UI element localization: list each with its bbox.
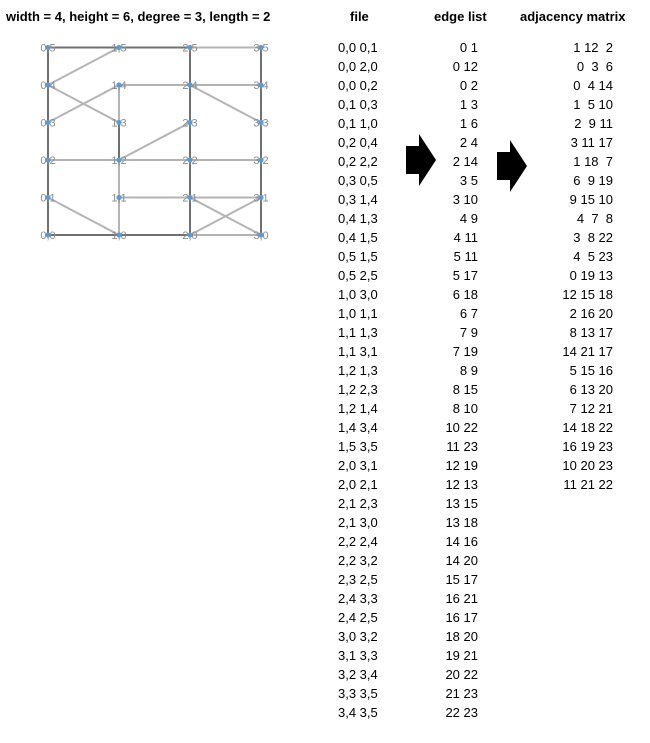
- edge-list-item: 2 4: [459, 135, 478, 150]
- adjacency-row: 3 11 17: [570, 135, 613, 150]
- edge-list-item: 0 1: [459, 40, 478, 55]
- adjacency-row: 6 9 19: [573, 173, 613, 188]
- file-line: 2,1 2,3: [338, 496, 378, 511]
- edge-list-item: 8 9: [459, 363, 478, 378]
- adjacency-row: 11 21 22: [563, 477, 613, 492]
- edge-list-item: 20 22: [445, 667, 478, 682]
- graph-node-label: 0,5: [40, 42, 56, 55]
- grid-graph-diagram: [0, 0, 330, 270]
- file-line: 2,1 3,0: [338, 515, 378, 530]
- graph-node-label: 1,4: [111, 80, 127, 92]
- graph-node-label: 2,1: [182, 192, 198, 205]
- edge-list-item: 13 18: [445, 515, 478, 530]
- graph-node-label: 1,5: [111, 42, 127, 55]
- graph-node-label: 0,3: [40, 117, 56, 130]
- edge-list-item: 10 22: [445, 420, 478, 435]
- graph-edge: [48, 198, 119, 236]
- edge-list-item: 12 19: [445, 458, 478, 473]
- file-line: 1,4 3,4: [338, 420, 378, 435]
- adjacency-matrix-column: [540, 38, 613, 494]
- file-line: 0,2 2,2: [338, 154, 378, 169]
- file-line: 3,1 3,3: [338, 648, 378, 663]
- adjacency-row: 5 15 16: [569, 363, 613, 378]
- file-line: 2,0 3,1: [338, 458, 378, 473]
- file-header: file: [350, 9, 369, 24]
- graph-node-label: 0,4: [40, 80, 56, 92]
- file-line: 1,2 2,3: [338, 382, 378, 397]
- edge-list-item: 16 21: [445, 591, 478, 606]
- adjacency-row: 14 18 22: [562, 420, 613, 435]
- edge-list-item: 1 3: [459, 97, 478, 112]
- adjacency-row: 0 4 14: [573, 78, 613, 93]
- file-line: 3,4 3,5: [338, 705, 378, 720]
- edge-list-item: 0 2: [459, 78, 478, 93]
- adjacency-row: 4 7 8: [576, 211, 613, 226]
- adjacency-row: 8 13 17: [569, 325, 613, 340]
- adjacency-row: 0 3 6: [576, 59, 613, 74]
- graph-node-label: 2,5: [182, 42, 198, 55]
- edge-list-item: 1 6: [459, 116, 478, 131]
- file-line: 1,1 1,3: [338, 325, 378, 340]
- file-line: 2,4 3,3: [338, 591, 378, 606]
- edge-list-item: 5 11: [453, 249, 478, 264]
- file-line: 1,1 3,1: [338, 344, 378, 359]
- file-line: 2,4 2,5: [338, 610, 378, 625]
- graph-node-label: 2,2: [182, 155, 198, 167]
- file-line: 0,0 0,1: [338, 40, 378, 55]
- edge-list-item: 7 19: [452, 344, 478, 359]
- edge-list-item: 19 21: [445, 648, 478, 663]
- graph-node-label: 1,1: [111, 192, 127, 205]
- graph-node-label: 2,3: [182, 117, 198, 130]
- graph-node-label: 1,3: [111, 117, 127, 130]
- graph-node-label: 2,4: [182, 80, 198, 92]
- file-line: 3,0 3,2: [338, 629, 378, 644]
- file-line: 0,0 2,0: [338, 59, 378, 74]
- file-line: 1,2 1,4: [338, 401, 378, 416]
- graph-edge: [119, 123, 190, 161]
- graph-node-label: 0,1: [40, 192, 56, 205]
- graph-node-label: 1,0: [111, 230, 127, 242]
- file-line: 0,2 0,4: [338, 135, 378, 150]
- graph-node-label: 3,5: [253, 42, 269, 55]
- edge-list-item: 14 20: [445, 553, 478, 568]
- file-line: 2,0 2,1: [338, 477, 378, 492]
- edge-list-item: 4 11: [453, 230, 478, 245]
- graph-edge: [190, 85, 261, 123]
- file-line: 0,1 1,0: [338, 116, 378, 131]
- edge-list-item: 3 5: [459, 173, 478, 188]
- adjacency-row: 1 18 7: [573, 154, 613, 169]
- edge-list-item: 6 7: [459, 306, 478, 321]
- adjacency-row: 12 15 18: [562, 287, 613, 302]
- edge-list-item: 18 20: [445, 629, 478, 644]
- edge-list-item: 3 10: [452, 192, 478, 207]
- adjacency-row: 2 9 11: [574, 116, 613, 131]
- file-line: 0,4 1,5: [338, 230, 378, 245]
- adjacency-row: 6 13 20: [569, 382, 613, 397]
- graph-node-label: 2,0: [182, 230, 198, 242]
- graph-node-label: 1,2: [111, 155, 127, 167]
- edge-list-item: 8 15: [452, 382, 478, 397]
- edge-list-item: 4 9: [459, 211, 478, 226]
- edge-list-item: 12 13: [445, 477, 478, 492]
- adjacency-row: 10 20 23: [562, 458, 613, 473]
- edge-list-item: 8 10: [452, 401, 478, 416]
- adjacency-row: 2 16 20: [569, 306, 613, 321]
- arrow-right-icon: [495, 138, 529, 194]
- file-line: 0,3 0,5: [338, 173, 378, 188]
- edge-list-item: 11 23: [446, 439, 478, 454]
- file-line: 2,2 3,2: [338, 553, 378, 568]
- adjacency-row: 1 5 10: [573, 97, 613, 112]
- graph-node-label: 3,2: [253, 155, 269, 167]
- graph-edge: [48, 48, 119, 86]
- adjacency-row: 1 12 2: [573, 40, 613, 55]
- file-line: 0,3 1,4: [338, 192, 378, 207]
- adjacency-row: 14 21 17: [562, 344, 613, 359]
- edges-layer: [48, 48, 261, 236]
- graph-node-label: 0,0: [40, 230, 56, 242]
- edge-list-header: edge list: [434, 9, 487, 24]
- edge-list-item: 16 17: [445, 610, 478, 625]
- file-line: 1,0 1,1: [338, 306, 378, 321]
- edge-list-item: 21 23: [445, 686, 478, 701]
- adjacency-row: 9 15 10: [569, 192, 613, 207]
- edge-list-item: 7 9: [459, 325, 478, 340]
- graph-node-label: 3,3: [253, 117, 269, 130]
- graph-node-label: 3,4: [253, 80, 269, 92]
- file-line: 0,5 1,5: [338, 249, 378, 264]
- file-line: 0,1 0,3: [338, 97, 378, 112]
- edge-list-item: 14 16: [445, 534, 478, 549]
- graph-node-label: 3,0: [253, 230, 269, 242]
- edge-list-item: 13 15: [445, 496, 478, 511]
- file-line: 1,0 3,0: [338, 287, 378, 302]
- file-line: 0,4 1,3: [338, 211, 378, 226]
- edge-list-item: 5 17: [452, 268, 478, 283]
- parameters-title: width = 4, height = 6, degree = 3, length = 2: [6, 9, 271, 24]
- file-line: 1,5 3,5: [338, 439, 378, 454]
- file-line: 3,2 3,4: [338, 667, 378, 682]
- file-line: 0,0 0,2: [338, 78, 378, 93]
- file-line: 3,3 3,5: [338, 686, 378, 701]
- graph-node-label: 0,2: [40, 155, 56, 167]
- file-line: 2,2 2,4: [338, 534, 378, 549]
- adjacency-row: 4 5 23: [573, 249, 613, 264]
- edge-list-item: 22 23: [445, 705, 478, 720]
- edge-list-item: 0 12: [452, 59, 478, 74]
- file-line: 1,2 1,3: [338, 363, 378, 378]
- edge-list-item: 6 18: [452, 287, 478, 302]
- adjacency-row: 16 19 23: [562, 439, 613, 454]
- edge-list-item: 15 17: [445, 572, 478, 587]
- adjacency-matrix-header: adjacency matrix: [520, 9, 626, 24]
- file-column: [338, 38, 388, 722]
- adjacency-row: 7 12 21: [569, 401, 613, 416]
- adjacency-row: 0 19 13: [569, 268, 613, 283]
- edge-list-item: 2 14: [452, 154, 478, 169]
- file-line: 2,3 2,5: [338, 572, 378, 587]
- arrow-right-icon: [404, 132, 438, 188]
- file-line: 0,5 2,5: [338, 268, 378, 283]
- adjacency-row: 3 8 22: [573, 230, 613, 245]
- graph-node-label: 3,1: [253, 192, 269, 205]
